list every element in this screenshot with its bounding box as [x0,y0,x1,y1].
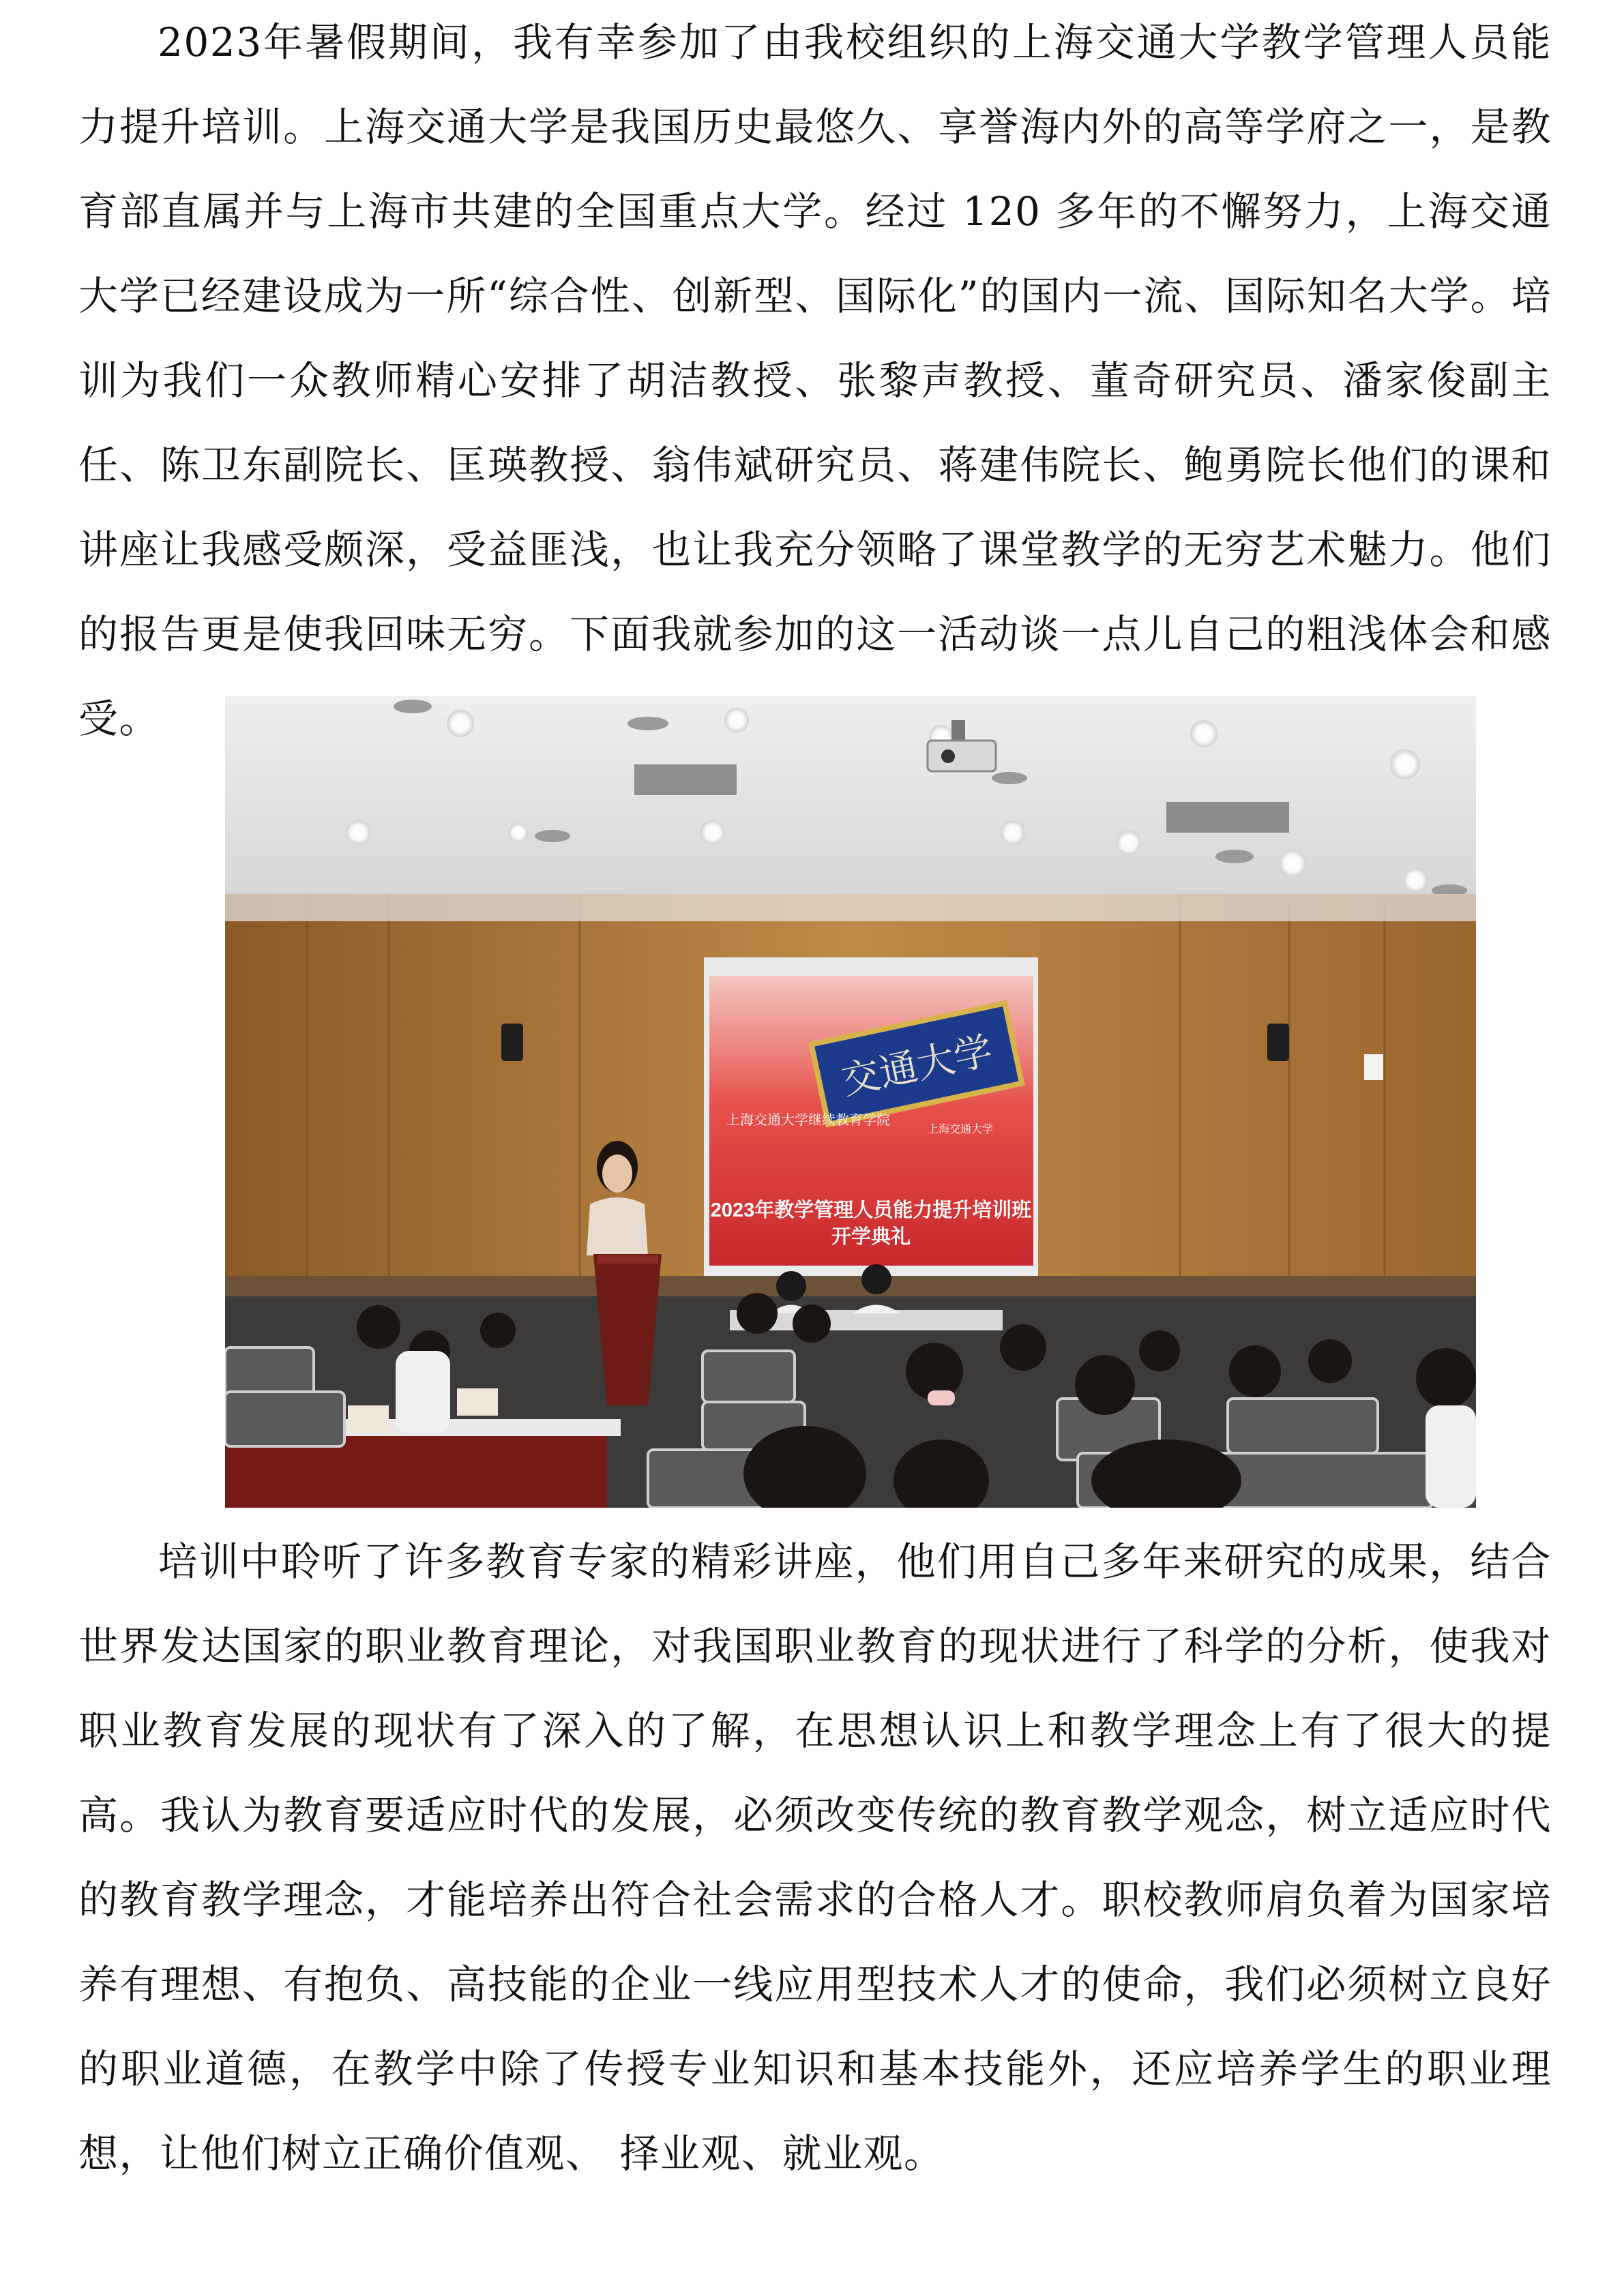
paragraph-2: 培训中聆听了许多教育专家的精彩讲座，他们用自己多年来研究的成果，结合世界发达国家的职业教育理论，对我国职业教育的现状进行了科学的分析，使我对职业教育发展的现状有了深入的了解，在思想认识上和教学理念上有了很大的提高。我认为教育要适应时代的发展，必须改变传统的教育教学观念，树立适应时代的教育教学理念，才能培养出符合社会需求的合格人才。职校教师肩负着为国家培养有理想、有抱负、高技能的企业一线应用型技术人才的使命，我们必须树立良好的职业道德，在教学中除了传授专业知识和基本技能外，还应培养学生的职业理想，让他们树立正确价值观、 择业观、就业观。 [78,1538,1552,2177]
slide-school-name: 上海交通大学继续教育学院 [726,1112,890,1128]
slide-partner-name: 上海交通大学 [928,1122,994,1135]
slide-title-line-1: 2023年教学管理人员能力提升培训班 [710,1199,1032,1221]
paragraph-1: 2023年暑假期间，我有幸参加了由我校组织的上海交通大学教学管理人员能力提升培训。上海交通大学是我国历史最悠久、享誉海内外的高等学府之一，是教育部直属并与上海市共建的全国重点大学。经过 120 多年的不懈努力，上海交通大学已经建设成为一所“综合性、创新型、国际化”的国内一流、国际知名大学。培训为我们一众教师精心安排了胡洁教授、张黎声教授、董奇研究员、潘家俊副主任、陈卫东副院长、匡瑛教授、翁伟斌研究员、蒋建伟院长、鲍勇院长他们的课和讲座让我感受颇深，受益匪浅，也让我充分领略了课堂教学的无穷艺术魅力。他们的报告更是使我回味无穷。下面我就参加的这一活动谈一点儿自己的粗浅体会和感受。 [78,19,1552,742]
slide-title-line-2: 开学典礼 [831,1226,911,1248]
training-photo [225,696,1476,1508]
slide-plaque: 交通大学 [838,1028,996,1104]
projection-screen [704,957,1038,1302]
